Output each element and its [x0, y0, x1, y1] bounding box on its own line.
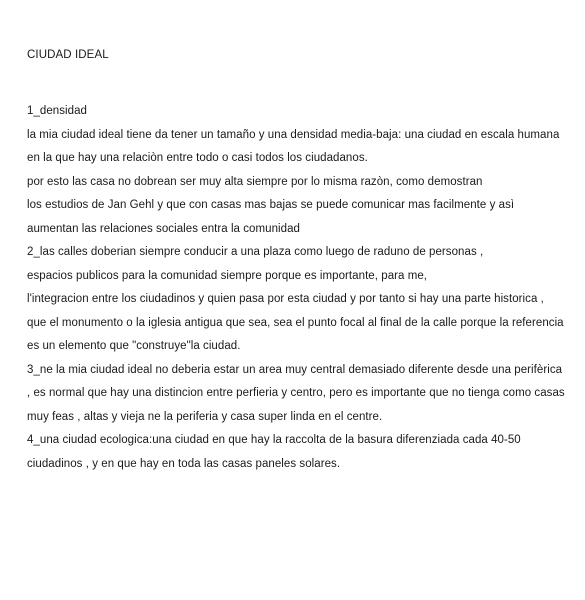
text-line: la mia ciudad ideal tiene da tener un tamaño y una densidad media-baja: una ciudad en escala humana	[27, 128, 560, 141]
text-line: 1_densidad	[27, 105, 87, 117]
text-line: , es normal que hay una distincion entre perfieria y centro, pero es importante que no tienga como casas	[27, 387, 565, 399]
text-line: que el monumento o la iglesia antigua que sea, sea el punto focal al final de la calle porque la referencia	[27, 316, 564, 329]
text-line: aumentan las relaciones sociales entra la comunidad	[27, 222, 300, 235]
text-line: en la que hay una relaciòn entre todo o casi todos los ciudadanos.	[27, 152, 368, 164]
text-line: 4_una ciudad ecologica:una ciudad en que hay la raccolta de la basura diferenziada cada 40-50	[27, 434, 521, 446]
text-line: muy feas , altas y vieja ne la periferia y casa super linda en el centre.	[27, 410, 383, 423]
text-line: l'integracion entre los ciudadinos y quien pasa por esta ciudad y por tanto si hay una parte historica ,	[27, 293, 544, 305]
document-body	[27, 104, 565, 480]
text-line: ciudadinos , y en que hay en toda las casas paneles solares.	[27, 457, 341, 470]
text-line: 3_ne la mia ciudad ideal no deberia estar un area muy central demasiado diferente desde una perifèrica	[27, 363, 563, 376]
text-line: los estudios de Jan Gehl y que con casas mas bajas se puede comunicar mas facilmente y asì	[27, 199, 515, 211]
text-line: por esto las casa no dobrean ser muy alta siempre por lo misma razòn, como demostran	[27, 175, 483, 188]
document-title: CIUDAD IDEAL	[27, 49, 109, 61]
text-line: espacios publicos para la comunidad siempre porque es importante, para me,	[27, 269, 428, 282]
text-line: es un elemento que "construye"la ciudad.	[27, 340, 241, 352]
text-line: 2_las calles doberian siempre conducir a una plaza como luego de raduno de personas ,	[27, 246, 484, 258]
